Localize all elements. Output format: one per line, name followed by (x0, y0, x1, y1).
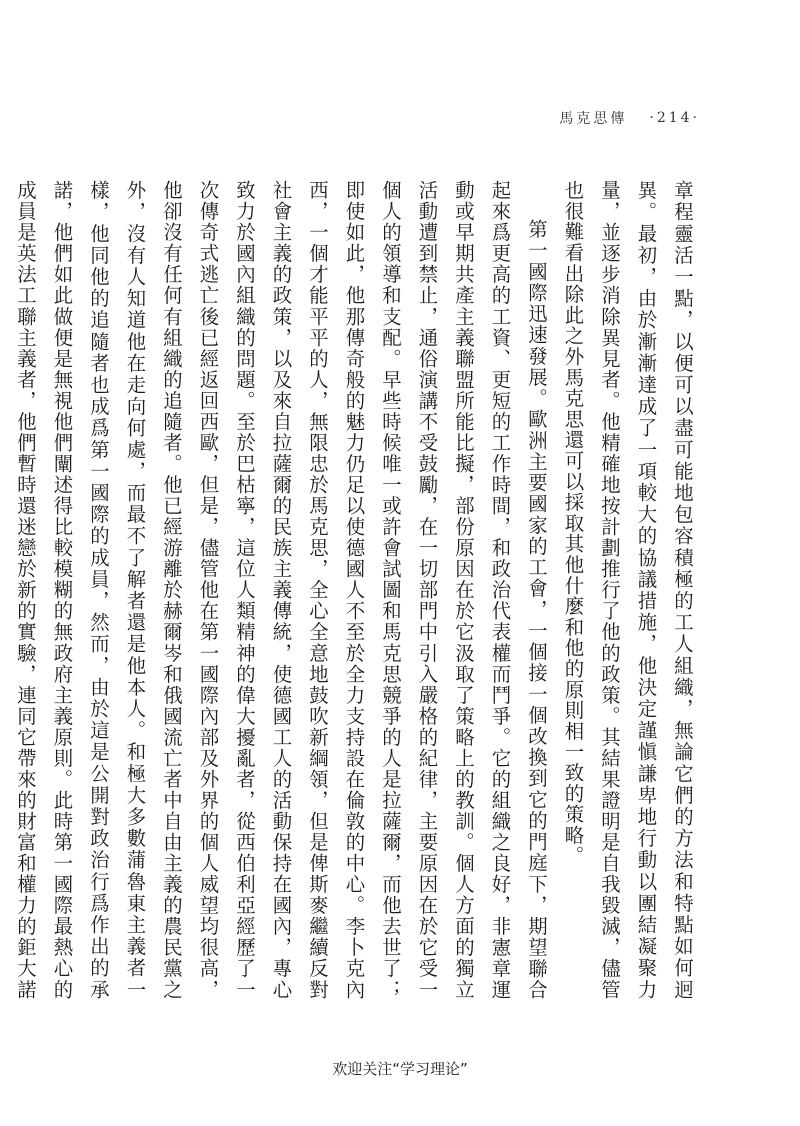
footer-note: 欢迎关注“学习理论” (332, 1060, 468, 1078)
vertical-body-text (14, 180, 700, 1000)
paragraph-continued: 章程靈活一點，以便可以盡可能地包容積極的工人組織，無論它們的方法和特點如何迥異。最初，由於漸漸達成了一項較大的協議措施，他決定謹愼謙卑地行動以團結凝聚力量，並逐步消除異見者。他精確地按計劃推行了他的政策。其結果證明是自我毀滅，儘管也很難看出除此之外馬克思還可以採取其他什麼和他的原則相一致的策略。 (561, 180, 694, 1000)
book-title: 馬克思傳 (559, 111, 628, 127)
paragraph-first-international: 第一國際迅速發展。歐洲主要國家的工會，一個接一個改換到它的門庭下，期望聯合起來爲更高的工資、更短的工作時間，和政治代表權而鬥爭。它的組織之良好，非憲章運動或早期共產主義聯盟所能比擬，部份原因在於它汲取了策略上的教訓。個人方面的獨立活動遭到禁止，通俗演講不受鼓勵，在一切部門中引入嚴格的紀律，主要原因在於它受一個人的領導和支配。早些時候唯一或許會試圖和馬克思競爭的人是拉薩爾，而他去世了；即使如此，他那傳奇般的魅力仍足以使德國人不至於全力支持設在倫敦的中心。李卜克內西，一個才能平平的人，無限忠於馬克思，全心全意地鼓吹新綱領，但是俾斯麥繼續反對社會主義的政策，以及來自拉薩爾的民族主義傳統，使德國工人的活動保持在國內，專心致力於國內組織的問題。至於巴枯寧，這位人類精神的偉大擾亂者，從西伯利亞經歷了一次傳奇式逃亡後已經返回西歐，但是，儘管他在第一國際內部及外界的個人威望均很高，他卻沒有任何有組織的追隨者。他已經游離於赫爾岑和俄國流亡者中自由主義的農民黨之外，沒有人知道他在走向何處，而最不了解者還是他本人。和極大多數蒲魯東主義者一樣，他同他的追隨者也成爲第一國際的成員，然而，由於這是公開對政治行爲作出的承諾，他們如此做便是無視他們闡述得比較模糊的無政府主義原則。此時第一國際最熱心的成員是英法工聯主義者，他們暫時還迷戀於新的實驗，連同它帶來的財富和權力的鉅大諾 (14, 180, 548, 1000)
page-number: ·214· (649, 110, 700, 126)
running-header (559, 108, 700, 128)
